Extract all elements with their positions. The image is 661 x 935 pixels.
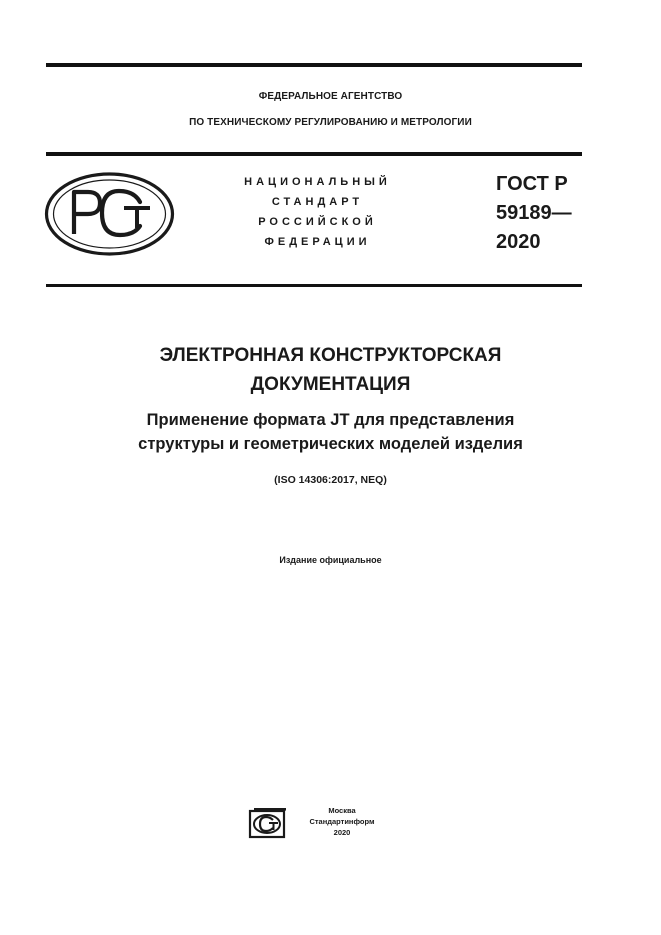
agency-name-line2: ПО ТЕХНИЧЕСКОМУ РЕГУЛИРОВАНИЮ И МЕТРОЛОГИИ bbox=[189, 117, 472, 128]
standard-number-line: 59189— bbox=[496, 202, 572, 224]
header-rule bbox=[46, 152, 582, 156]
standard-type-line: СТАНДАРТ bbox=[271, 196, 364, 208]
document-title-line: ЭЛЕКТРОННАЯ КОНСТРУКТОРСКАЯ bbox=[159, 345, 502, 366]
document-subtitle bbox=[0, 408, 661, 456]
publisher-name: Стандартинформ bbox=[309, 817, 375, 826]
agency-name-line1: ФЕДЕРАЛЬНОЕ АГЕНТСТВО bbox=[258, 91, 403, 102]
document-title bbox=[0, 341, 661, 399]
iso-reference: (ISO 14306:2017, NEQ) bbox=[274, 474, 387, 486]
standard-type-line: ФЕДЕРАЦИИ bbox=[264, 236, 371, 248]
standard-type-line: РОССИЙСКОЙ bbox=[258, 216, 377, 228]
standard-number bbox=[496, 170, 572, 257]
publisher-city: Москва bbox=[328, 806, 356, 815]
title-rule bbox=[46, 284, 582, 287]
edition-label: Издание официальное bbox=[279, 555, 382, 565]
standartinform-logo-icon bbox=[248, 807, 288, 839]
publisher-year: 2020 bbox=[333, 828, 351, 837]
document-title-line: ДОКУМЕНТАЦИЯ bbox=[250, 374, 411, 395]
document-subtitle-line: структуры и геометрических моделей изделия bbox=[138, 435, 523, 453]
publisher-imprint bbox=[300, 805, 384, 838]
document-subtitle-line: Применение формата JT для представления bbox=[146, 411, 515, 429]
standard-number-line: 2020 bbox=[496, 231, 541, 253]
standard-type bbox=[210, 172, 425, 252]
standard-number-line: ГОСТ Р bbox=[496, 173, 568, 195]
rst-conformity-logo-icon bbox=[44, 172, 175, 256]
standard-type-line: НАЦИОНАЛЬНЫЙ bbox=[244, 176, 391, 188]
top-rule bbox=[46, 63, 582, 67]
